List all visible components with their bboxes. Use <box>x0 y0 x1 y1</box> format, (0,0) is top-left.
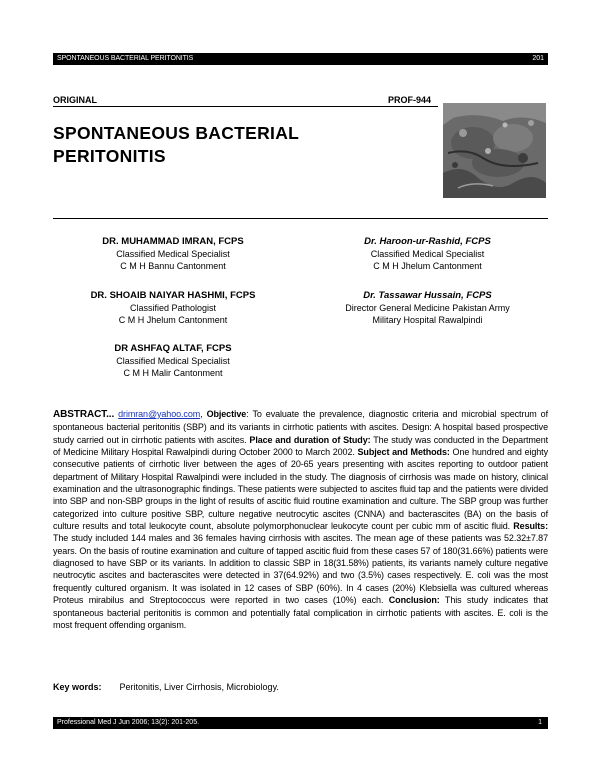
author-name: DR ASHFAQ ALTAF, FCPS <box>114 343 232 354</box>
author-place: C M H Bannu Cantonment <box>120 261 226 271</box>
microscopy-image <box>443 103 546 198</box>
section-label: ORIGINAL <box>53 95 97 105</box>
title-divider <box>53 218 548 219</box>
author-email-link[interactable]: drimran@yahoo.com <box>118 409 201 419</box>
objective-text: : To evaluate the prevalence, diagnostic criteria and microbial spectrum of spontaneous bacterial peritonitis (SBP) and its variants in cirrhotic patients with ascites. Design: A hospital based prospective study carried out in cirrhotic patients with ascites. <box>53 409 548 445</box>
keywords-label: Key words: <box>53 682 102 692</box>
article-title: SPONTANEOUS BACTERIAL PERITONITIS <box>53 123 299 166</box>
footer-page-number: 1 <box>538 719 542 726</box>
citation: Professional Med J Jun 2006; 13(2): 201-205. <box>57 719 200 726</box>
keywords-value: Peritonitis, Liver Cirrhosis, Microbiology. <box>119 682 279 692</box>
keywords <box>53 682 279 692</box>
author-role: Director General Medicine Pakistan Army <box>345 303 510 313</box>
objective-label: Objective <box>206 409 247 419</box>
header-page-number: 201 <box>532 55 544 62</box>
author-role: Classified Medical Specialist <box>116 249 230 259</box>
place-text: The study was conducted in the Department of Medicine Military Hospital Rawalpindi during October 2000 to March 2002. <box>53 434 548 458</box>
results-text: The study included 144 males and 36 females having cirrhosis with ascites. The mean age of these patients was 52.32±7.87 years. On the basis of routine examination and culture of tapped ascitic fluid from these cases 57 of 180(31.66%) patients were diagnosed to have SBP or its variants. In addition to classic SBP in 18(31.58%) patients, its variants namely culture negative neutrocytic ascites and bacterascites were detected in 37(64.92%) and two (3.5%) cases respectively. E. coli was the most frequently cultured organism. It was isolated in 12 cases of SBP (60%). In 4 cases (20%) Klebsiella was cultured whereas Proteus mirabilus and Streptococcus were reported in two cases (10%) each. <box>53 533 548 606</box>
article-code: PROF-944 <box>388 95 432 105</box>
methods-text: One hundred and eighty consecutive patients of cirrhotic liver between the ages of 20-65 years presenting with ascites reporting to outdoor patient department of Military Hospital Rawalpindi were included in the study. The diagnosis of cirrhosis was made on history, clinical examination and the ultrasonographic findings. These patients were subjected to ascites fluid tap and the patients were divided into SBP and non-SBP groups in the light of results of ascitic fluid routine examination and culture. The SBP group was further categorized into culture positive SBP, culture negative neutrocytic ascites (CNNA) and bacterascites (BA) on the basis of culture results and total leukocyte count, absolute polymorphonuclear leukocyte count per cubic mm of ascitic fluid. <box>53 447 548 532</box>
conclusion-label: Conclusion: <box>388 595 440 606</box>
methods-label: Subject and Methods: <box>357 447 450 458</box>
author-place: C M H Malir Cantonment <box>123 368 223 378</box>
author-place: C M H Jhelum Cantonment <box>118 315 228 325</box>
author-name: DR. MUHAMMAD IMRAN, FCPS <box>102 236 244 247</box>
author-block <box>53 343 293 379</box>
author-name: Dr. Tassawar Hussain, FCPS <box>363 290 492 301</box>
place-label: Place and duration of Study: <box>249 434 371 445</box>
author-place: Military Hospital Rawalpindi <box>372 315 483 325</box>
abstract-label: ABSTRACT... <box>53 409 115 420</box>
running-title: SPONTANEOUS BACTERIAL PERITONITIS <box>57 55 194 62</box>
author-role: Classified Medical Specialist <box>116 356 230 366</box>
author-place: C M H Jhelum Cantonment <box>373 261 482 271</box>
author-role: Classified Medical Specialist <box>370 249 485 259</box>
conclusion-text: This study indicates that spontaneous bacterial peritonitis is common and potentially fatal complication in cirrhotic patients with ascites. E. coli is the most frequent offending organism. <box>53 595 548 630</box>
running-header-bar <box>53 53 548 65</box>
tissue-micrograph-icon <box>443 103 546 198</box>
author-block <box>320 236 535 272</box>
author-name: DR. SHOAIB NAIYAR HASHMI, FCPS <box>90 290 256 301</box>
footer-bar <box>53 717 548 729</box>
results-label: Results: <box>513 521 548 532</box>
author-role: Classified Pathologist <box>129 303 217 313</box>
author-name: Dr. Haroon-ur-Rashid, FCPS <box>364 236 491 247</box>
author-block <box>320 290 535 326</box>
author-block <box>53 290 293 326</box>
abstract: ABSTRACT... drimran@yahoo.com, Objective: To evaluate the prevalence, diagnostic criteria and microbial spectrum of spontaneous bacterial peritonitis (SBP) and its variants in cirrhotic patients with ascites. Design: A hospital based prospective study carried out in cirrhotic patients with ascites. Place and duration of Study: The study was conducted in the Department of Medicine Military Hospital Rawalpindi during October 2000 to March 2002. Subject and Methods: One hundred and eighty consecutive patients of cirrhotic liver between the ages of 20-65 years presenting with ascites reporting to outdoor patient department of Military Hospital Rawalpindi were included in the study. The diagnosis of cirrhosis was made on history, clinical examination and the ultrasonographic findings. These patients were subjected to ascites fluid tap and the patients were divided into SBP and non-SBP groups in the light of results of ascitic fluid routine examination and culture. The SBP group was further categorized into culture positive SBP, culture negative neutrocytic ascites (CNNA) and bacterascites (BA) on the basis of culture results and total leukocyte count, absolute polymorphonuclear leukocyte count per cubic mm of ascitic fluid. Results: The study included 144 males and 36 females having cirrhosis with ascites. The mean age of these patients was 52.32±7.87 years. On the basis of routine examination and culture of tapped ascitic fluid from these cases 57 of 180(31.66%) patients were diagnosed to have SBP or its variants. In addition to classic SBP in 18(31.58%) patients, its variants namely culture negative neutrocytic ascites and bacterascites were detected in 37(64.92%) and two (3.5%) cases respectively. E. coli was the most frequently cultured organism. It was isolated in 12 cases of SBP (60%). In 4 cases (20%) Klebsiella was cultured whereas Proteus mirabilus and Streptococcus were reported in two cases (10%) each. Conclusion: This study indicates that spontaneous bacterial peritonitis is common and potentially fatal complication in cirrhotic patients with ascites. E. coli is the most frequent offending organism. <box>53 409 548 630</box>
author-block <box>53 236 293 272</box>
header-rule <box>53 106 438 107</box>
